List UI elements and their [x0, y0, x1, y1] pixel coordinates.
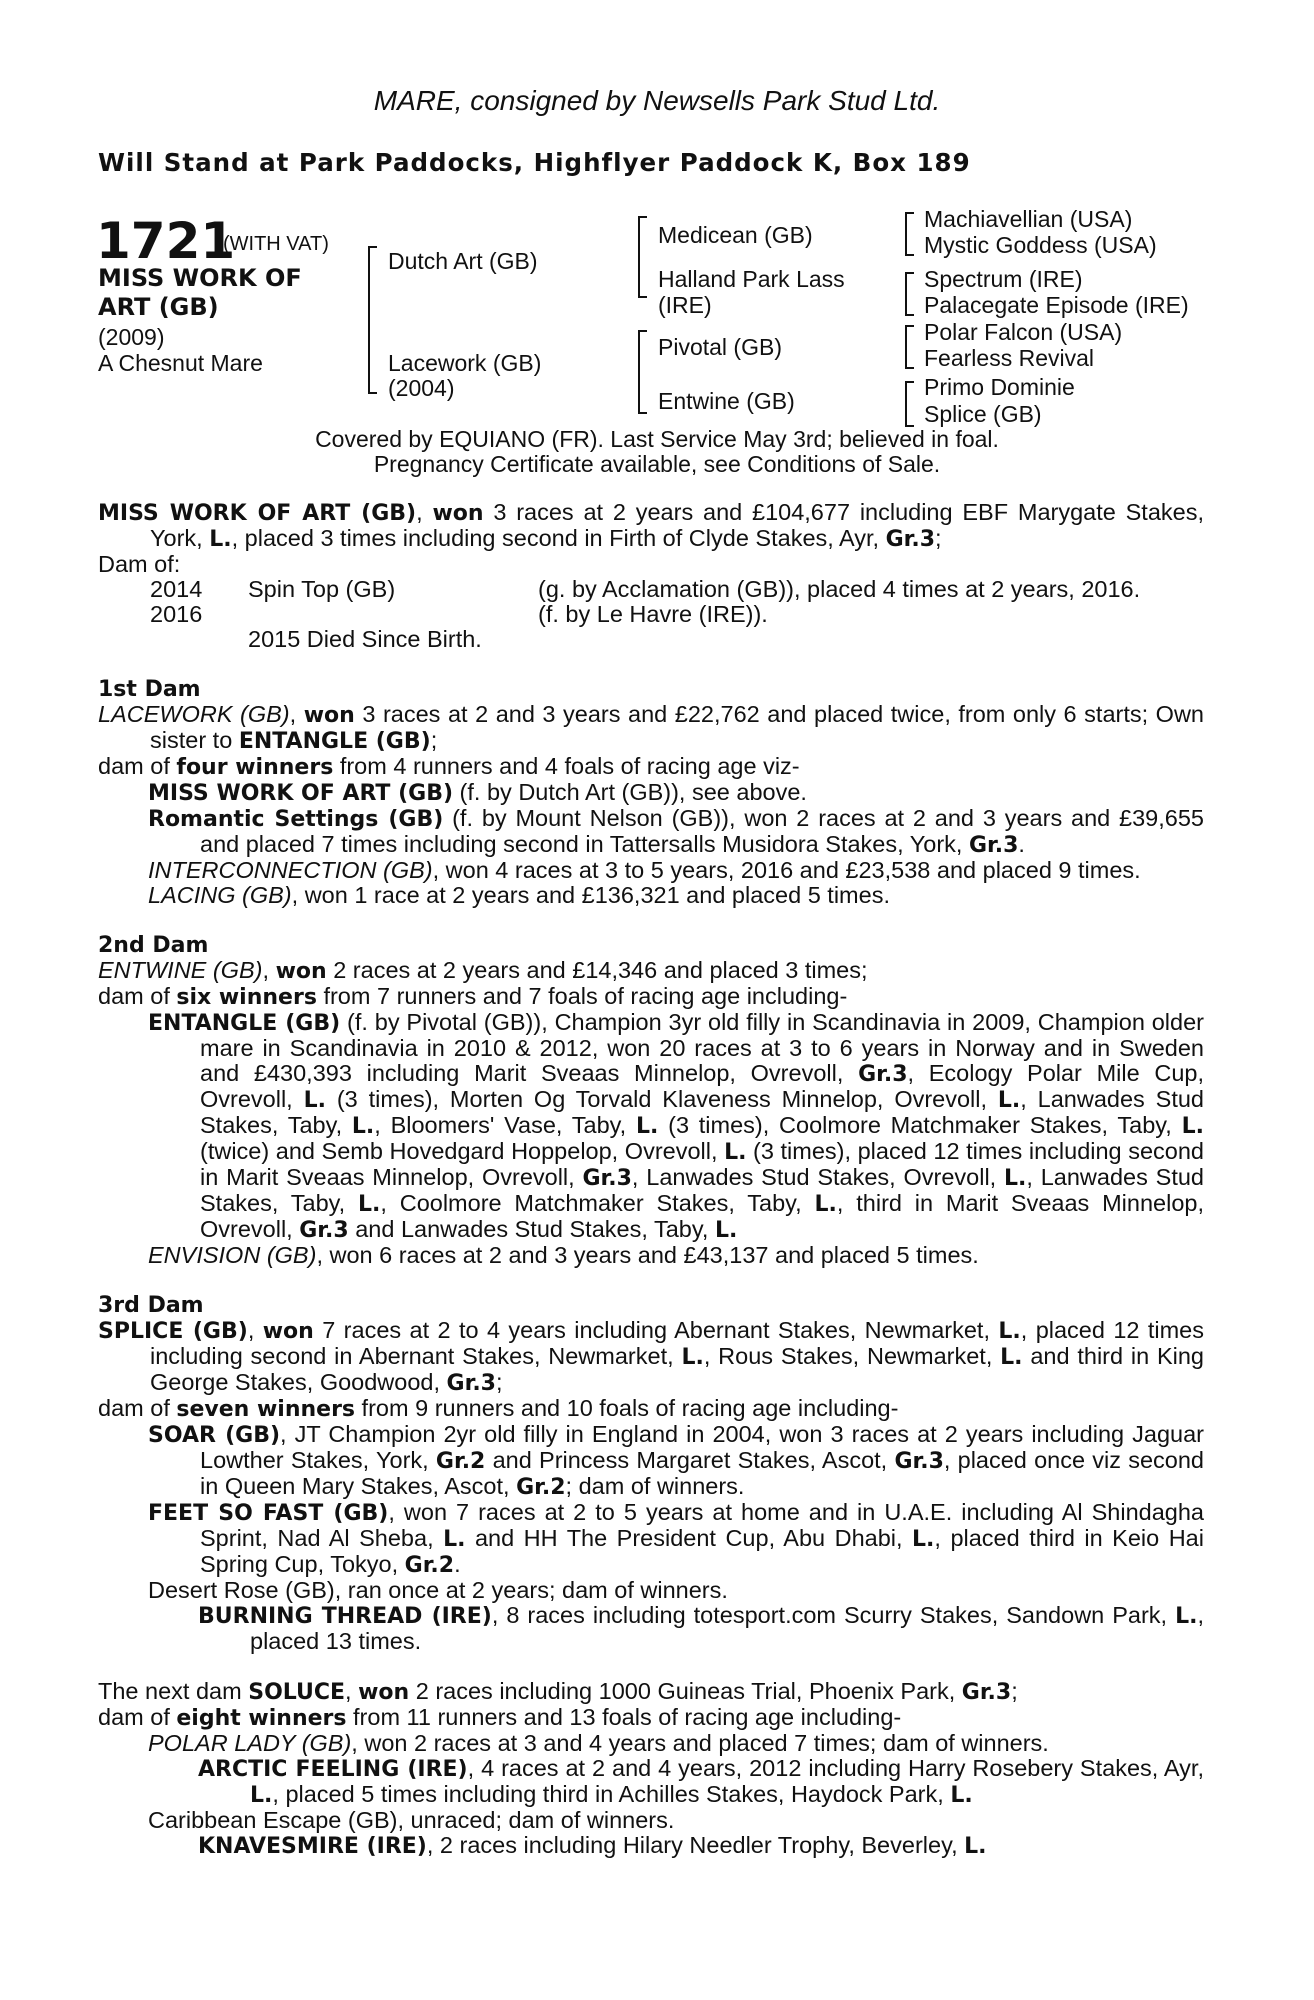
listed-label: L.: [1004, 1166, 1027, 1191]
mare-record-text2: , placed 3 times including second in Firth of Clyde Stakes, Ayr,: [231, 525, 886, 551]
punct: ;: [1011, 1678, 1018, 1704]
punct: .: [1018, 831, 1025, 857]
dam-of-label: Dam of:: [98, 551, 181, 577]
record-text: and third in King George Stakes, Goodwood,: [150, 1343, 1204, 1395]
lot-number: 1721: [96, 212, 236, 270]
group-label: Gr.3: [885, 527, 936, 552]
pedigree-g1: Machiavellian (USA): [924, 206, 1133, 232]
produce-text: , won 1 race at 2 years and £136,321 and placed 5 times.: [291, 882, 890, 908]
group-label: Gr.3: [894, 1449, 944, 1474]
listed-label: L.: [950, 1783, 973, 1808]
third-dam-of: [98, 1396, 1204, 1422]
listed-label: L.: [635, 1114, 659, 1139]
horse-name: [98, 264, 302, 322]
pedigree-sire-sire: Medicean (GB): [658, 222, 813, 248]
first-dam-produce: [98, 806, 1204, 858]
winners-count: eight winners: [176, 1706, 347, 1731]
produce-text: , placed third in Keio Hai Spring Cup, Tokyo,: [200, 1525, 1204, 1577]
produce-died: 2015 Died Since Birth.: [248, 626, 482, 652]
produce-text: , won 4 races at 3 to 5 years, 2016 and £23,538 and placed 9 times.: [432, 857, 1141, 883]
produce-text: and Princess Margaret Stakes, Ascot,: [485, 1447, 895, 1473]
listed-label: L.: [443, 1527, 466, 1552]
dam-of-post: from 9 runners and 10 foals of racing age including-: [355, 1395, 899, 1421]
next-dam-produce: Caribbean Escape (GB), unraced; dam of winners.: [148, 1807, 675, 1833]
produce-text: and HH The President Cup, Abu Dhabi,: [465, 1525, 913, 1551]
record-text: 2 races including 1000 Guineas Trial, Phoenix Park,: [409, 1678, 962, 1704]
pedigree-g3: Spectrum (IRE): [924, 266, 1083, 292]
produce-name: BURNING THREAD (IRE): [198, 1604, 492, 1629]
pedigree-brace-g2: [905, 272, 914, 316]
produce-text: , placed 5 times including third in Achilles Stakes, Haydock Park,: [272, 1781, 951, 1807]
pedigree-brace-dam: [638, 330, 647, 414]
produce-text: , third in Marit Sveaas Minnelop, Ovrevoll,: [200, 1190, 1204, 1242]
first-dam-produce: [98, 883, 1204, 908]
produce-text: (3 times), placed 12 times including second in Marit Sveaas Minnelop, Ovrevoll,: [200, 1138, 1204, 1190]
first-dam-heading: 1st Dam: [98, 677, 201, 702]
record-text: , Rous Stakes, Newmarket,: [703, 1343, 1001, 1369]
produce-text: (3 times), Morten Og Torvald Klaveness Minnelop, Ovrevoll,: [325, 1086, 998, 1112]
third-dam-heading: 3rd Dam: [98, 1293, 204, 1318]
produce-text: (f. by Mount Nelson (GB)), won 2 races at 2 and 3 years and £39,655 and placed 7 times including second in Tattersalls Musidora Stakes, York,: [200, 805, 1204, 857]
next-dam-grandproduce: [98, 1756, 1204, 1808]
listed-label: L.: [209, 527, 232, 552]
pregnancy-note: Pregnancy Certificate available, see Conditions of Sale.: [373, 451, 941, 477]
pedigree-sire-dam-origin: (IRE): [658, 292, 712, 318]
listed-label: L.: [250, 1783, 273, 1808]
listed-label: L.: [1175, 1604, 1198, 1629]
winners-count: seven winners: [176, 1397, 356, 1422]
group-label: Gr.3: [968, 833, 1019, 858]
dam-of-pre: dam of: [98, 1704, 177, 1730]
produce-text: , Ecology Polar Mile Cup, Ovrevoll,: [200, 1060, 1204, 1112]
listed-label: L.: [997, 1088, 1021, 1113]
horse-name-line1: MISS WORK OF: [98, 264, 302, 292]
listed-label: L.: [998, 1319, 1021, 1344]
listed-label: L.: [724, 1140, 747, 1165]
next-dam-grandproduce: [98, 1833, 1204, 1859]
second-dam-produce: [98, 1010, 1204, 1243]
produce-name: ARCTIC FEELING (IRE): [198, 1757, 468, 1782]
won-label: won: [275, 959, 327, 984]
produce-name: ENTANGLE (GB): [148, 1011, 341, 1036]
group-label: Gr.3: [582, 1166, 632, 1191]
third-dam-produce: [98, 1500, 1204, 1578]
produce-text: ; dam of winners.: [565, 1473, 745, 1499]
pedigree-dam-sire: Pivotal (GB): [658, 334, 782, 360]
stand-location: Will Stand at Park Paddocks, Highflyer Paddock K, Box 189: [98, 148, 971, 177]
produce-name: KNAVESMIRE (IRE): [198, 1834, 427, 1859]
produce-year: 2016: [150, 601, 203, 627]
group-label: Gr.3: [446, 1371, 496, 1396]
listed-label: L.: [814, 1192, 837, 1217]
next-dam-name: SOLUCE: [248, 1680, 346, 1705]
listed-label: L.: [912, 1527, 935, 1552]
produce-text: , 2 races including Hilary Needler Trophy, Beverley,: [426, 1832, 965, 1858]
second-dam-record: ENTWINE (GB), won 2 races at 2 years and £14,346 and placed 3 times;: [98, 957, 868, 984]
listed-label: L.: [964, 1834, 987, 1859]
produce-text: , won 2 races at 3 and 4 years and placed 7 times; dam of winners.: [351, 1730, 1049, 1756]
produce-year: 2014: [150, 576, 203, 602]
mare-name: MISS WORK OF ART (GB): [98, 501, 417, 526]
produce-name: LACING (GB): [148, 882, 292, 908]
won-label: won: [303, 703, 355, 728]
punct: ;: [495, 1369, 503, 1395]
produce-text: , placed once viz second in Queen Mary Stakes, Ascot,: [200, 1447, 1205, 1499]
vat-label: (WITH VAT): [223, 233, 329, 255]
third-dam-grandproduce: [98, 1603, 1204, 1654]
third-dam-produce: Desert Rose (GB), ran once at 2 years; dam of winners.: [148, 1577, 728, 1603]
produce-text: , Lanwades Stud Stakes, Ovrevoll,: [631, 1164, 1004, 1190]
third-dam-produce: [98, 1422, 1204, 1500]
produce-name: ENVISION (GB): [148, 1242, 317, 1268]
second-dam-of: [98, 984, 1204, 1010]
record-text: , placed 12 times including second in Abernant Stakes, Newmarket,: [150, 1317, 1205, 1369]
produce-text: (f. by Dutch Art (GB)), see above.: [453, 779, 807, 805]
pedigree-brace-g4: [905, 381, 914, 427]
listed-label: L.: [714, 1218, 738, 1243]
produce-text: , Lanwades Stud Stakes, Taby,: [200, 1086, 1204, 1138]
pedigree-g4: Palacegate Episode (IRE): [924, 292, 1189, 318]
second-dam-record-text: 2 races at 2 years and £14,346 and placed 3 times;: [326, 957, 868, 983]
first-dam-name: LACEWORK (GB): [98, 701, 290, 727]
group-label: Gr.3: [299, 1218, 349, 1243]
won-label: won: [432, 501, 484, 526]
produce-name: FEET SO FAST (GB): [148, 1501, 389, 1526]
group-label: Gr.2: [404, 1553, 455, 1578]
mare-record: MISS WORK OF ART (GB), won 3 races at 2 years and £104,677 including EBF Marygate Stakes, York, L., placed 3 times including second in Firth of Clyde Stakes, Ayr, Gr.3;: [98, 499, 1204, 552]
produce-name: POLAR LADY (GB): [148, 1730, 352, 1756]
second-dam-name: ENTWINE (GB): [98, 957, 263, 983]
pedigree-brace-main: [368, 246, 377, 394]
next-dam-produce: [98, 1731, 1204, 1756]
pedigree-g5: Polar Falcon (USA): [924, 319, 1123, 345]
produce-row: [98, 602, 1204, 627]
first-dam-produce: [98, 858, 1204, 883]
first-dam-produce: [98, 780, 1204, 806]
first-dam-of: [98, 754, 1204, 780]
sister-name: ENTANGLE (GB): [238, 729, 431, 754]
dam-of-post: from 7 runners and 7 foals of racing age including-: [316, 983, 848, 1009]
listed-label: L.: [358, 1192, 381, 1217]
produce-text: , won 6 races at 2 and 3 years and £43,137 and placed 5 times.: [316, 1242, 979, 1268]
horse-name-line2: ART (GB): [98, 293, 219, 321]
mare-record-text: 3 races at 2 years and £104,677 including EBF Marygate Stakes, York,: [150, 499, 1204, 551]
horse-description: A Chesnut Mare: [98, 350, 263, 376]
second-dam-produce: [98, 1243, 1204, 1268]
dam-of-pre: dam of: [98, 1395, 177, 1421]
punct: .: [454, 1551, 461, 1577]
won-label: won: [262, 1319, 314, 1344]
pedigree-g2: Mystic Goddess (USA): [924, 232, 1157, 258]
produce-text: and Lanwades Stud Stakes, Taby,: [348, 1216, 715, 1242]
produce-name: Spin Top (GB): [248, 576, 396, 602]
listed-label: L.: [1181, 1114, 1204, 1139]
group-label: Gr.3: [961, 1680, 1012, 1705]
winners-count: six winners: [176, 985, 317, 1010]
produce-text: , Lanwades Stud Stakes, Taby,: [200, 1164, 1204, 1216]
pedigree-sire-dam: Halland Park Lass: [658, 266, 845, 292]
pedigree-g8: Splice (GB): [924, 401, 1042, 427]
horse-year: (2009): [98, 324, 165, 350]
produce-text: , 8 races including totesport.com Scurry Stakes, Sandown Park,: [491, 1602, 1176, 1628]
produce-name: MISS WORK OF ART (GB): [148, 781, 454, 806]
dam-of-post: from 4 runners and 4 foals of racing age viz-: [333, 753, 800, 779]
produce-detail: (f. by Le Havre (IRE)).: [538, 601, 768, 627]
dam-of-pre: dam of: [98, 753, 177, 779]
produce-text: (f. by Pivotal (GB)), Champion 3yr old filly in Scandinavia in 2009, Champion older mare in Scandinavia in 2010 & 2012, won 20 races at 3 to 6 years in Norway and in Sweden and £430,393 including Marit Sveaas Minnelop, Ovrevoll,: [200, 1009, 1204, 1086]
listed-label: L.: [681, 1345, 704, 1370]
first-dam-record: LACEWORK (GB), won 3 races at 2 and 3 years and £22,762 and placed twice, from only 6 starts; Own sister to ENTANGLE (GB);: [98, 701, 1205, 754]
produce-name: SOAR (GB): [148, 1423, 281, 1448]
catalogue-body: [98, 500, 1204, 1859]
pedigree-g7: Primo Dominie: [924, 374, 1075, 400]
produce-text: , 4 races at 2 and 4 years, 2012 including Harry Rosebery Stakes, Ayr,: [467, 1755, 1204, 1781]
produce-text: , Bloomers' Vase, Taby,: [374, 1112, 636, 1138]
third-dam-name: SPLICE (GB): [98, 1319, 248, 1344]
winners-count: four winners: [176, 755, 334, 780]
next-dam-of: [98, 1705, 1204, 1731]
pedigree-brace-sire: [638, 216, 647, 298]
pedigree-sire: Dutch Art (GB): [388, 248, 538, 274]
produce-text: , JT Champion 2yr old filly in England in 2004, won 3 races at 2 years including Jaguar Lowther Stakes, York,: [200, 1421, 1204, 1473]
third-dam-record: SPLICE (GB), won 7 races at 2 to 4 years including Abernant Stakes, Newmarket, L., placed 12 times including second in Abernant Stakes, Newmarket, L., Rous Stakes, Newmarket, L. and third in King George Stakes, Goodwood, Gr.3;: [98, 1317, 1205, 1396]
record-text: 7 races at 2 to 4 years including Abernant Stakes, Newmarket,: [313, 1317, 999, 1343]
produce-row: [98, 577, 1204, 602]
produce-text: , Coolmore Matchmaker Stakes, Taby,: [380, 1190, 815, 1216]
first-dam-record-text: 3 races at 2 and 3 years and £22,762 and placed twice, from only 6 starts; Own sister to: [150, 701, 1205, 753]
listed-label: L.: [303, 1088, 326, 1113]
punct: ;: [430, 727, 438, 753]
pedigree-dam: Lacework (GB): [388, 350, 542, 376]
listed-label: L.: [1000, 1345, 1023, 1370]
consignment-line: MARE, consigned by Newsells Park Stud Ltd.: [373, 85, 941, 116]
produce-text: (3 times), Coolmore Matchmaker Stakes, Taby,: [658, 1112, 1182, 1138]
produce-detail: (g. by Acclamation (GB)), placed 4 times at 2 years, 2016.: [538, 576, 1141, 602]
next-dam-pre: The next dam: [98, 1678, 249, 1704]
produce-name: INTERCONNECTION (GB): [148, 857, 433, 883]
won-label: won: [358, 1680, 410, 1705]
next-dam-record: The next dam SOLUCE, won 2 races including 1000 Guineas Trial, Phoenix Park, Gr.3;: [98, 1678, 1018, 1705]
pedigree-dam-dam: Entwine (GB): [658, 388, 795, 414]
produce-text: , won 7 races at 2 to 5 years at home and in U.A.E. including Al Shindagha Sprint, Nad Al Sheba,: [200, 1499, 1204, 1551]
produce-text: , placed 13 times.: [250, 1602, 1204, 1654]
produce-text: (twice) and Semb Hovedgard Hoppelop, Ovrevoll,: [200, 1138, 725, 1164]
covering-info: Covered by EQUIANO (FR). Last Service May 3rd; believed in foal.: [315, 426, 999, 452]
second-dam-heading: 2nd Dam: [98, 933, 209, 958]
dam-of-post: from 11 runners and 13 foals of racing age including-: [346, 1704, 902, 1730]
dam-of-pre: dam of: [98, 983, 177, 1009]
group-label: Gr.2: [516, 1475, 566, 1500]
punct: ;: [935, 525, 942, 551]
produce-died-row: [98, 627, 1204, 652]
pedigree-brace-g3: [905, 325, 914, 369]
produce-name: Romantic Settings (GB): [148, 807, 444, 832]
listed-label: L.: [351, 1114, 375, 1139]
pedigree-brace-g1: [905, 212, 914, 256]
group-label: Gr.3: [858, 1062, 908, 1087]
pedigree-g6: Fearless Revival: [924, 345, 1094, 371]
group-label: Gr.2: [435, 1449, 486, 1474]
pedigree-dam-year: (2004): [388, 375, 455, 401]
